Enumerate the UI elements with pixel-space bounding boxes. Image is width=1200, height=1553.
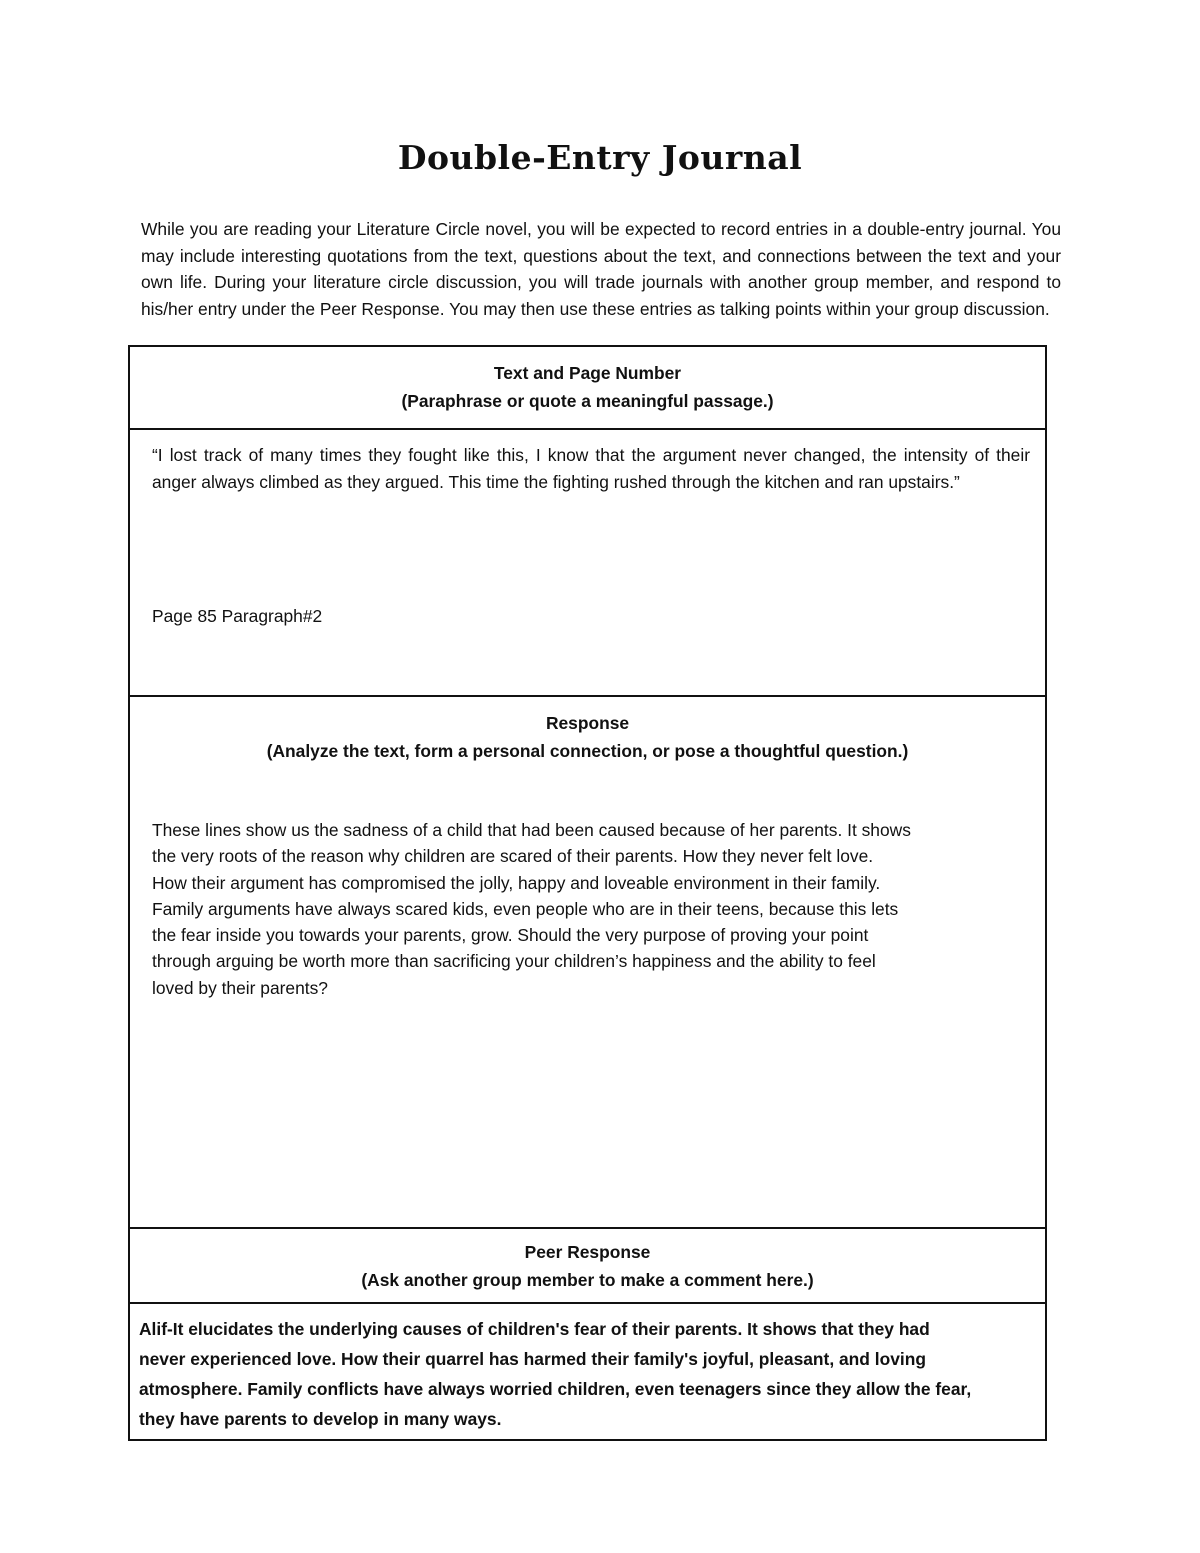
journal-table (128, 345, 1047, 1441)
peer-heading: Peer Response (524, 1242, 651, 1262)
peer-line: atmosphere. Family conflicts have always worried children, even teenagers since they allow the fear, (139, 1379, 972, 1399)
peer-line: they have parents to develop in many ways. (139, 1409, 502, 1429)
response-line: the very roots of the reason why children are scared of their parents. How they never felt love. (152, 846, 874, 867)
response-line: Family arguments have always scared kids, even people who are in their teens, because this lets (152, 898, 899, 919)
response-line: How their argument has compromised the jolly, happy and loveable environment in their family. (152, 872, 881, 893)
response-line: These lines show us the sadness of a child that had been caused because of her parents. It shows (152, 820, 911, 840)
peer-line: Alif-It elucidates the underlying causes of children's fear of their parents. It shows that they had (139, 1319, 930, 1339)
page-reference: Page 85 Paragraph#2 (152, 606, 323, 626)
response-line: through arguing be worth more than sacrificing your children’s happiness and the ability to feel (152, 951, 876, 972)
response-line: the fear inside you towards your parents, grow. Should the very purpose of proving your point (152, 925, 869, 946)
text-section-header (130, 347, 1045, 430)
intro-paragraph: While you are reading your Literature Circle novel, you will be expected to record entries in a double-entry journal. You may include interesting quotations from the text, questions about the text, and connections between the text and your own life. During your literature circle discussion, you will trade journals with another group member, and respond to his/her entry under the Peer Response. You may then use these entries as talking points within your group discussion. (141, 219, 1061, 319)
response-line: loved by their parents? (152, 977, 328, 998)
text-section-subheading: (Paraphrase or quote a meaningful passage.) (401, 391, 774, 411)
peer-section-header (130, 1229, 1045, 1304)
peer-line: never experienced love. How their quarrel has harmed their family's joyful, pleasant, and loving (139, 1349, 926, 1369)
response-heading: Response (545, 713, 630, 733)
response-subheading: (Analyze the text, form a personal connection, or pose a thoughtful question.) (266, 741, 909, 761)
quote-text: “I lost track of many times they fought like this, I know that the argument never changed, the intensity of their anger always climbed as they argued. This time the fighting rushed through the kitchen and ran upstairs.” (152, 445, 1030, 492)
response-text (152, 817, 1002, 1001)
page-title: Double-Entry Journal (397, 138, 803, 177)
text-section-heading: Text and Page Number (493, 363, 682, 383)
peer-subheading: (Ask another group member to make a comment here.) (361, 1270, 814, 1290)
peer-response-text (139, 1314, 1039, 1434)
